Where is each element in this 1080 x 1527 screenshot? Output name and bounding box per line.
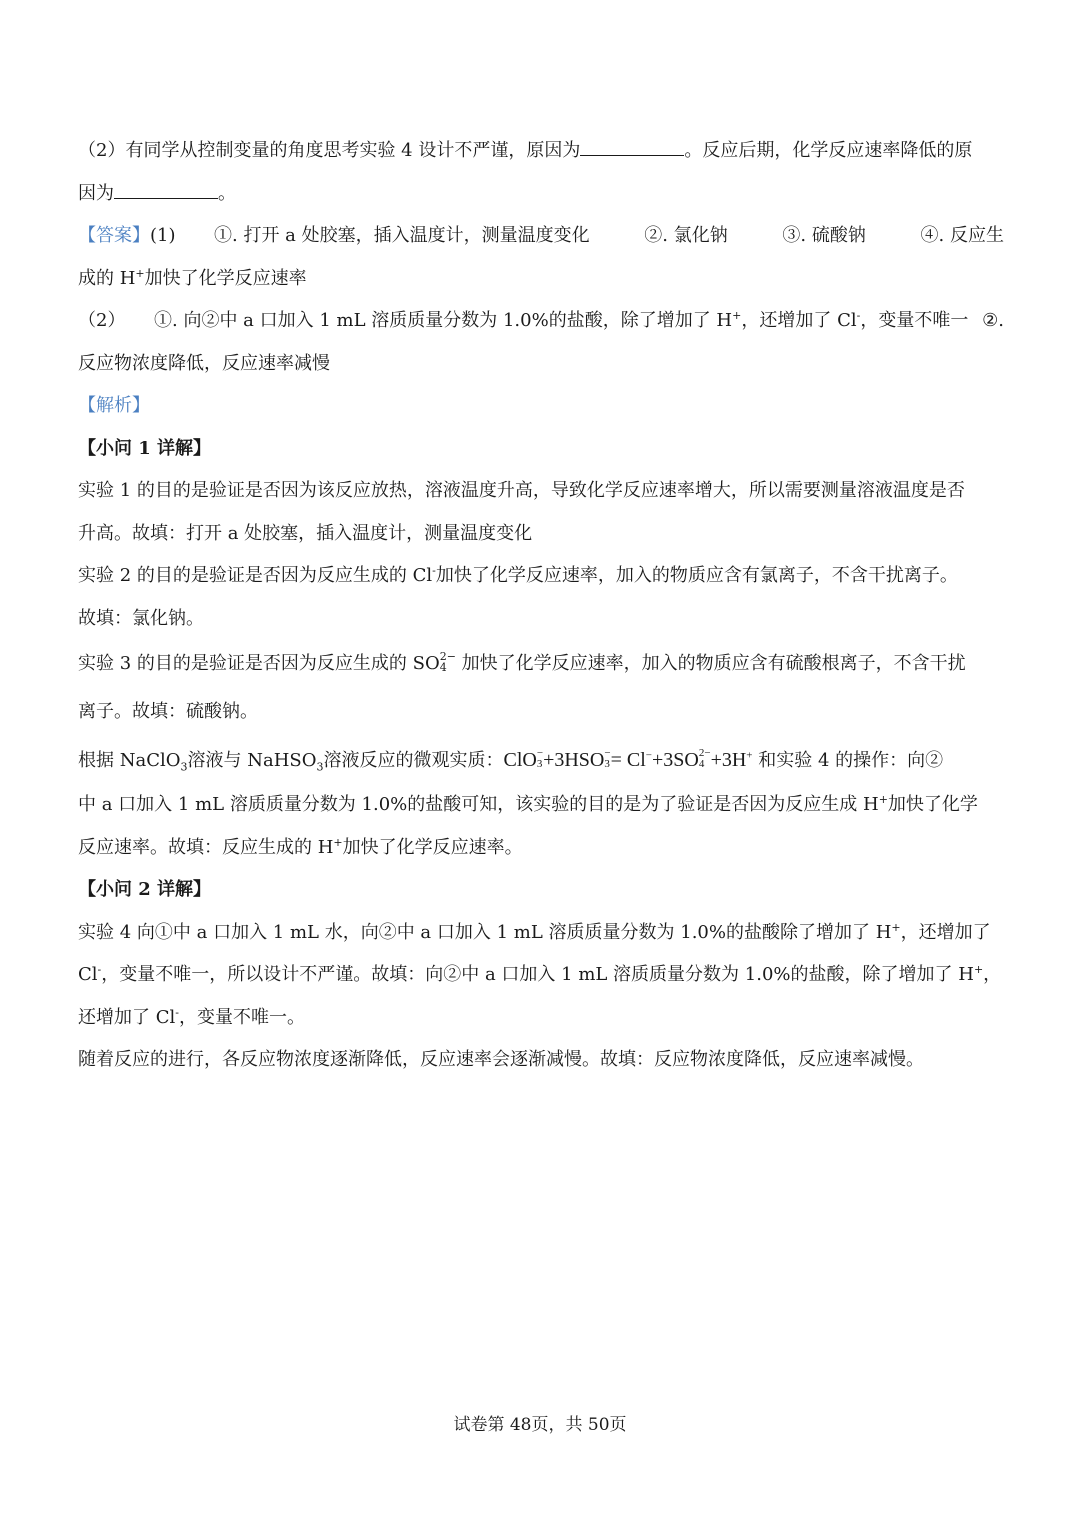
explain-4-line-2 xyxy=(78,784,1004,827)
answer-line-4 xyxy=(78,343,1004,386)
equation-term: ClO xyxy=(503,749,537,771)
explain-text: 中 a 口加入 1 mL 溶质质量分数为 1.0%的盐酸可知，该实验的目的是为了验证是否因为反应生成 H xyxy=(78,794,879,815)
question-text: 。 xyxy=(218,182,236,204)
superscript: + xyxy=(878,793,888,806)
question-text: 因为 xyxy=(78,182,114,204)
explain-1-line-2: 升高。故填：打开 a 处胶塞，插入温度计，测量温度变化 xyxy=(78,522,533,544)
equation-term: +3SO xyxy=(651,749,699,771)
superscript: − xyxy=(604,747,611,760)
sub-question-2-heading: 【小问 2 详解】 xyxy=(78,879,212,900)
question-text: （2）有同学从控制变量的角度思考实验 4 设计不严谨，原因为 xyxy=(78,140,581,161)
explain-text: ，变量不唯一，所以设计不严谨。故填：向②中 a 口加入 1 mL 溶质质量分数为 1.0%的盐酸，除了增加了 H xyxy=(101,964,974,985)
explain-3-line-2: 离子。故填：硫酸钠。 xyxy=(78,701,258,722)
equation-term: +3HSO xyxy=(543,749,605,771)
explain-4-line-1 xyxy=(78,736,1004,784)
answer-text: ①. 向②中 a 口加入 1 mL 溶质质量分数为 1.0%的盐酸，除了增加了 H xyxy=(154,310,733,331)
ion-charge xyxy=(604,748,610,770)
explain-2-line-2: 故填：氯化钠。 xyxy=(78,607,204,629)
explain-5-line-1 xyxy=(78,912,1004,955)
explain-text: 实验 4 向①中 a 口加入 1 mL 水，向②中 a 口加入 1 mL 溶质质量分数为 1.0%的盐酸除了增加了 H xyxy=(78,921,892,943)
equation-term: = Cl xyxy=(610,749,646,771)
answer-items xyxy=(154,300,1004,343)
answer-part-2: （2） xyxy=(78,310,126,331)
superscript: + xyxy=(732,309,742,322)
explain-text: 根据 NaClO xyxy=(78,750,181,771)
explain-text: ， xyxy=(983,964,1002,985)
answer-item-4: ④. 反应生 xyxy=(920,225,1004,246)
answer-tag: 【答案】 xyxy=(78,225,150,246)
explain-1-line-1: 实验 1 的目的是验证是否因为该反应放热，溶液温度升高，导致化学反应速率增大，所以需要测量溶液温度是否 xyxy=(78,480,965,501)
explain-text: 加快了化学反应速率，加入的物质应含有氯离子，不含干扰离子。 xyxy=(435,565,958,586)
answer-part-1: (1) xyxy=(150,225,176,246)
question-text: 。反应后期，化学反应速率降低的原 xyxy=(684,140,973,161)
sub-question-1-heading: 【小问 1 详解】 xyxy=(78,437,212,459)
explain-text: 加快了化学 xyxy=(887,794,978,815)
answer-text: ，变量不唯一 xyxy=(860,310,969,331)
explain-5-line-2 xyxy=(78,954,1004,997)
page-footer: 试卷第 48页，共 50页 xyxy=(453,1415,627,1435)
ion-charge xyxy=(537,748,543,770)
superscript: + xyxy=(333,835,343,849)
analysis-heading: 【解析】 xyxy=(78,395,150,416)
answer-line-1 xyxy=(78,215,1004,258)
subscript: 3 xyxy=(316,760,324,774)
superscript: + xyxy=(973,963,984,976)
explain-3-line-1 xyxy=(78,640,1004,688)
answer-text: 成的 H xyxy=(78,267,136,289)
subscript: 3 xyxy=(180,760,188,774)
equation-term: +3H xyxy=(710,749,747,771)
subscript: 4 xyxy=(439,661,447,674)
answer-line-3 xyxy=(78,300,1004,343)
explain-text: 溶液与 NaHSO xyxy=(187,750,317,771)
answer-item-j1 xyxy=(154,300,968,343)
explain-text: 还增加了 Cl xyxy=(78,1006,176,1028)
answer-item-3: ③. 硫酸钠 xyxy=(782,225,866,246)
superscript: + xyxy=(746,749,753,762)
answer-item-j2: ②. xyxy=(982,310,1004,331)
page-content xyxy=(78,130,1004,1082)
answer-blank xyxy=(114,180,218,199)
superscript: − xyxy=(536,747,544,760)
explain-text: 实验 2 的目的是验证是否因为反应生成的 Cl xyxy=(78,565,433,586)
explain-4-line-3 xyxy=(78,827,1004,870)
superscript: 2− xyxy=(439,650,456,663)
question-2-line-1 xyxy=(78,130,1004,173)
answer-text: 加快了化学反应速率 xyxy=(144,267,307,289)
subscript: 3 xyxy=(536,758,543,771)
explain-text: 加快了化学反应速率。 xyxy=(342,836,523,858)
subscript: 4 xyxy=(698,758,705,771)
explain-text: Cl xyxy=(78,964,98,985)
ion-charge xyxy=(440,651,456,673)
explain-text: 实验 3 的目的是验证是否因为反应生成的 SO xyxy=(78,653,440,674)
answer-item-1: ①. 打开 a 处胶塞，插入温度计，测量温度变化 xyxy=(214,225,590,246)
explain-text: 溶液反应的微观实质： xyxy=(323,750,504,771)
superscript: + xyxy=(135,266,145,280)
question-2-line-2 xyxy=(78,173,1004,216)
superscript: 2− xyxy=(698,747,711,760)
superscript: - xyxy=(97,963,102,976)
ionic-equation xyxy=(504,749,753,771)
superscript: − xyxy=(645,749,652,762)
ion-charge xyxy=(699,748,711,770)
answer-text: ，还增加了 Cl xyxy=(741,310,857,331)
explain-2-line-1 xyxy=(78,555,1004,598)
explain-5-line-3 xyxy=(78,997,1004,1040)
superscript: + xyxy=(891,920,901,934)
explain-text: 加快了化学反应速率，加入的物质应含有硫酸根离子，不含干扰 xyxy=(461,653,966,674)
answer-items xyxy=(214,215,1004,258)
explain-text: 和实验 4 的操作：向② xyxy=(758,750,944,771)
explain-text: ，变量不唯一。 xyxy=(178,1006,305,1028)
answer-line-2 xyxy=(78,258,1004,301)
explain-6-line-1: 随着反应的进行，各反应物浓度逐渐降低，反应速率会逐渐减慢。故填：反应物浓度降低，反应速率减慢。 xyxy=(78,1049,924,1070)
answer-item-2: ②. 氯化钠 xyxy=(644,225,728,246)
answer-text: 反应物浓度降低，反应速率减慢 xyxy=(78,352,330,374)
superscript: - xyxy=(432,564,436,577)
subscript: 3 xyxy=(604,758,610,771)
explain-text: ，还增加了 xyxy=(900,921,991,943)
superscript: - xyxy=(175,1005,179,1019)
superscript: - xyxy=(856,309,861,322)
answer-blank xyxy=(580,137,684,156)
explain-text: 反应速率。故填：反应生成的 H xyxy=(78,836,334,858)
